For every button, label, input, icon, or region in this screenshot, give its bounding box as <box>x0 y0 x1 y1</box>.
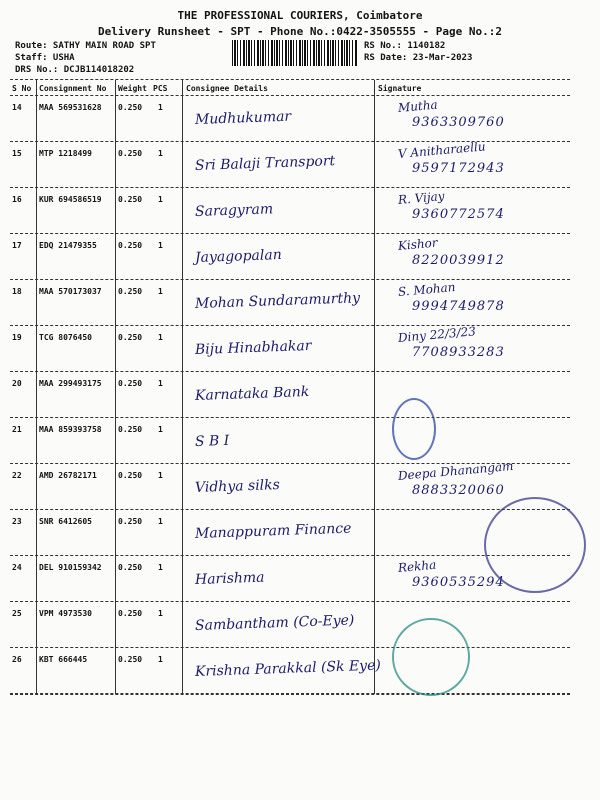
table-row <box>0 650 600 696</box>
row-divider <box>10 371 570 372</box>
signature-phone: 8220039912 <box>412 253 505 268</box>
row-sno: 14 <box>12 103 22 112</box>
row-sno: 24 <box>12 563 22 572</box>
table-row <box>0 374 600 420</box>
row-sno: 16 <box>12 195 22 204</box>
col-consignee: Consignee Details <box>186 84 268 93</box>
bank-seal-stamp <box>392 398 436 460</box>
row-consignee: S B I <box>194 432 230 450</box>
rs-number: RS No.: 1140182 <box>364 41 446 51</box>
barcode-icon <box>232 40 358 66</box>
runsheet-subtitle: Delivery Runsheet - SPT - Phone No.:0422-3505555 - Page No.:2 <box>98 25 502 38</box>
row-consignment: SNR 6412605 <box>39 517 92 526</box>
row-sno: 25 <box>12 609 22 618</box>
rs-date: RS Date: 23-Mar-2023 <box>364 53 473 63</box>
row-sno: 17 <box>12 241 22 250</box>
finance-seal-stamp <box>484 497 586 593</box>
row-consignee: Saragyram <box>194 201 274 220</box>
signature-phone: 9360772574 <box>412 207 505 222</box>
table-row <box>0 324 600 374</box>
eye-centre-seal-stamp <box>392 618 470 696</box>
row-pcs: 1 <box>158 655 163 664</box>
row-sno: 19 <box>12 333 22 342</box>
row-consignment: MAA 859393758 <box>39 425 102 434</box>
row-divider <box>10 693 570 694</box>
signature-phone: 9363309760 <box>412 115 505 130</box>
row-pcs: 1 <box>158 609 163 618</box>
drs-number: DRS No.: DCJB114018202 <box>15 65 135 75</box>
signature-phone: 8883320060 <box>412 483 505 498</box>
row-pcs: 1 <box>158 287 163 296</box>
row-consignee: Harishma <box>194 569 265 588</box>
signature-name: S. Mohan <box>397 280 456 299</box>
signature-phone: 7708933283 <box>412 345 505 360</box>
row-pcs: 1 <box>158 425 163 434</box>
row-pcs: 1 <box>158 379 163 388</box>
row-signature <box>397 139 588 176</box>
header-divider <box>10 79 570 80</box>
row-signature <box>397 324 588 360</box>
col-pcs: PCS <box>153 84 168 93</box>
signature-name: Diny 22/3/23 <box>397 324 477 345</box>
row-divider <box>10 417 570 418</box>
row-consignment: AMD 26782171 <box>39 471 97 480</box>
row-divider <box>10 509 570 510</box>
row-weight: 0.250 <box>118 333 143 342</box>
row-sno: 23 <box>12 517 22 526</box>
row-sno: 26 <box>12 655 22 664</box>
row-consignment: MAA 299493175 <box>39 379 102 388</box>
row-weight: 0.250 <box>118 103 143 112</box>
row-consignment: DEL 910159342 <box>39 563 102 572</box>
row-consignee: Karnataka Bank <box>194 384 310 404</box>
row-consignment: KBT 666445 <box>39 655 88 664</box>
row-weight: 0.250 <box>118 471 143 480</box>
signature-name: Rekha <box>397 557 437 575</box>
route-label: Route: SATHY MAIN ROAD SPT <box>15 41 156 51</box>
row-sno: 22 <box>12 471 22 480</box>
signature-phone: 9994749878 <box>412 299 505 314</box>
row-sno: 15 <box>12 149 22 158</box>
row-consignment: MAA 569531628 <box>39 103 102 112</box>
row-sno: 20 <box>12 379 22 388</box>
signature-phone: 9597172943 <box>412 161 505 176</box>
row-pcs: 1 <box>158 241 163 250</box>
col-signature: Signature <box>378 84 422 93</box>
row-consignment: EDQ 21479355 <box>39 241 97 250</box>
staff-label: Staff: USHA <box>15 53 75 63</box>
col-weight: Weight <box>118 84 147 93</box>
col-sno: S No <box>12 84 32 93</box>
row-consignee: Sambantham (Co-Eye) <box>194 612 355 634</box>
row-consignee: Mohan Sundaramurthy <box>194 290 361 312</box>
signature-phone: 9360535294 <box>412 575 505 590</box>
row-consignment: VPM 4973530 <box>39 609 92 618</box>
row-signature <box>397 235 588 268</box>
signature-name: Deepa Dhanangam <box>397 458 514 483</box>
row-consignee: Mudhukumar <box>194 108 292 128</box>
row-consignee: Biju Hinabhakar <box>194 337 312 358</box>
row-pcs: 1 <box>158 471 163 480</box>
row-weight: 0.250 <box>118 609 143 618</box>
row-consignee: Manappuram Finance <box>194 520 352 542</box>
row-signature <box>397 188 588 222</box>
row-pcs: 1 <box>158 103 163 112</box>
row-consignment: MTP 1218499 <box>39 149 92 158</box>
row-consignee: Sri Balaji Transport <box>194 153 336 174</box>
company-title: THE PROFESSIONAL COURIERS, Coimbatore <box>177 9 423 22</box>
row-weight: 0.250 <box>118 195 143 204</box>
row-divider <box>10 601 570 602</box>
row-weight: 0.250 <box>118 149 143 158</box>
row-weight: 0.250 <box>118 517 143 526</box>
row-weight: 0.250 <box>118 287 143 296</box>
signature-name: Mutha <box>397 97 439 115</box>
row-signature <box>397 97 588 130</box>
row-weight: 0.250 <box>118 655 143 664</box>
signature-name: R. Vijay <box>397 188 446 207</box>
row-sno: 21 <box>12 425 22 434</box>
row-weight: 0.250 <box>118 241 143 250</box>
col-consignment: Consignment No <box>39 84 107 93</box>
row-pcs: 1 <box>158 149 163 158</box>
row-signature <box>397 458 588 498</box>
row-consignee: Krishna Parakkal (Sk Eye) <box>194 657 382 680</box>
signature-name: Kishor <box>397 235 439 253</box>
row-consignment: MAA 570173037 <box>39 287 102 296</box>
row-weight: 0.250 <box>118 425 143 434</box>
row-pcs: 1 <box>158 563 163 572</box>
row-consignment: KUR 694586519 <box>39 195 102 204</box>
row-pcs: 1 <box>158 517 163 526</box>
row-consignment: TCG 8076450 <box>39 333 92 342</box>
row-divider <box>10 647 570 648</box>
row-weight: 0.250 <box>118 563 143 572</box>
row-sno: 18 <box>12 287 22 296</box>
row-weight: 0.250 <box>118 379 143 388</box>
row-consignee: Vidhya silks <box>194 477 281 496</box>
signature-name: V Anitharaellu <box>397 139 487 161</box>
row-signature <box>397 280 588 314</box>
row-pcs: 1 <box>158 195 163 204</box>
row-consignee: Jayagopalan <box>194 246 282 266</box>
row-pcs: 1 <box>158 333 163 342</box>
table-row <box>0 604 600 650</box>
